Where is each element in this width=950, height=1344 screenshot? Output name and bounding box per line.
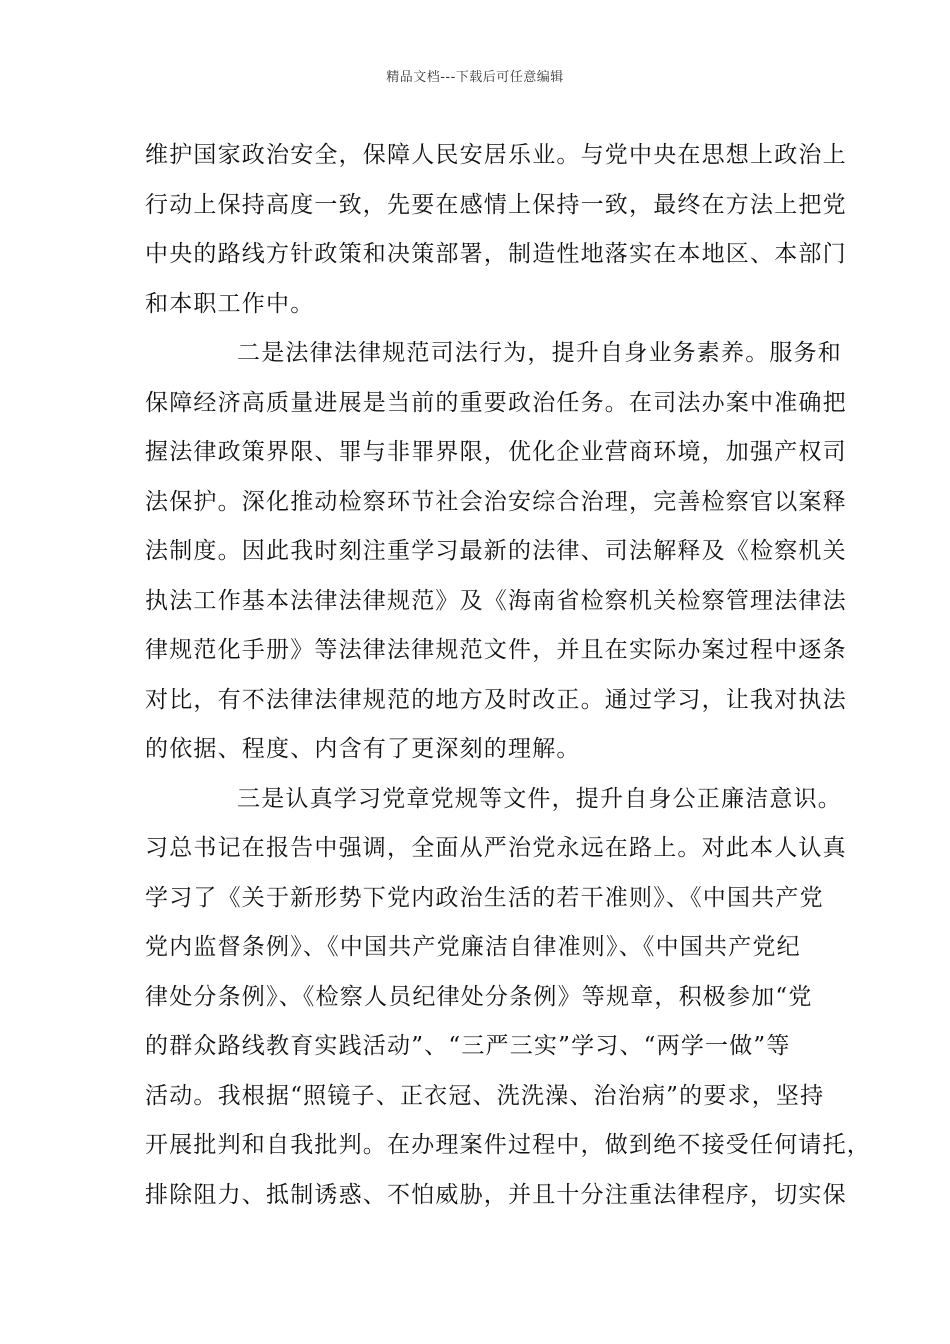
document-body: [145, 131, 871, 1220]
text-line: 保障经济高质量进展是当前的重要政治任务。在司法办案中准确把: [145, 389, 847, 416]
text-line: 行动上保持高度一致，先要在感情上保持一致，最终在方法上把党: [145, 191, 847, 218]
text-line: 法保护。深化推动检察环节社会治安综合治理，完善检察官以案释: [145, 488, 847, 515]
text-line: 律处分条例》、《检察人员纪律处分条例》等规章，积极参加“党: [145, 983, 813, 1010]
text-line: 律规范化手册》等法律法律规范文件，并且在实际办案过程中逐条: [145, 637, 847, 663]
text-line: 和本职工作中。: [145, 290, 315, 317]
paragraph-start-line: 二是法律法律规范司法行为，提升自身业务素养。服务和: [237, 340, 842, 366]
text-line: 开展批判和自我批判。在办理案件过程中，做到绝不接受任何请托，: [145, 1132, 871, 1158]
text-line: 的依据、程度、内含有了更深刻的理解。: [145, 736, 581, 762]
text-line: 党内监督条例》、《中国共产党廉洁自律准则》、《中国共产党纪: [145, 934, 801, 960]
page-header: 精品文档---下载后可任意编辑: [386, 70, 564, 85]
text-line: 中央的路线方针政策和决策部署，制造性地落实在本地区、本部门: [145, 241, 847, 267]
text-line: 活动。我根据“照镜子、正衣冠、洗洗澡、治治病”的要求，坚持: [145, 1082, 825, 1109]
paragraph-start-line: 三是认真学习党章党规等文件，提升自身公正廉洁意识。: [237, 785, 842, 812]
text-line: 的群众路线教育实践活动”、“三严三实”学习、“两学一做”等: [145, 1033, 791, 1059]
text-line: 对比，有不法律法律规范的地方及时改正。通过学习，让我对执法: [145, 686, 847, 713]
text-line: 学习了《关于新形势下党内政治生活的若干准则》、《中国共产党: [145, 884, 824, 911]
text-line: 执法工作基本法律法律规范》及《海南省检察机关检察管理法律法: [145, 587, 847, 614]
text-line: 习总书记在报告中强调，全面从严治党永远在路上。对此本人认真: [145, 835, 847, 861]
text-line: 排除阻力、抵制诱惑、不怕威胁，并且十分注重法律程序，切实保: [145, 1181, 847, 1208]
text-line: 维护国家政治安全，保障人民安居乐业。与党中央在思想上政治上: [145, 142, 847, 168]
text-line: 法制度。因此我时刻注重学习最新的法律、司法解释及《检察机关: [145, 538, 847, 564]
text-line: 握法律政策界限、罪与非罪界限，优化企业营商环境，加强产权司: [145, 439, 847, 465]
